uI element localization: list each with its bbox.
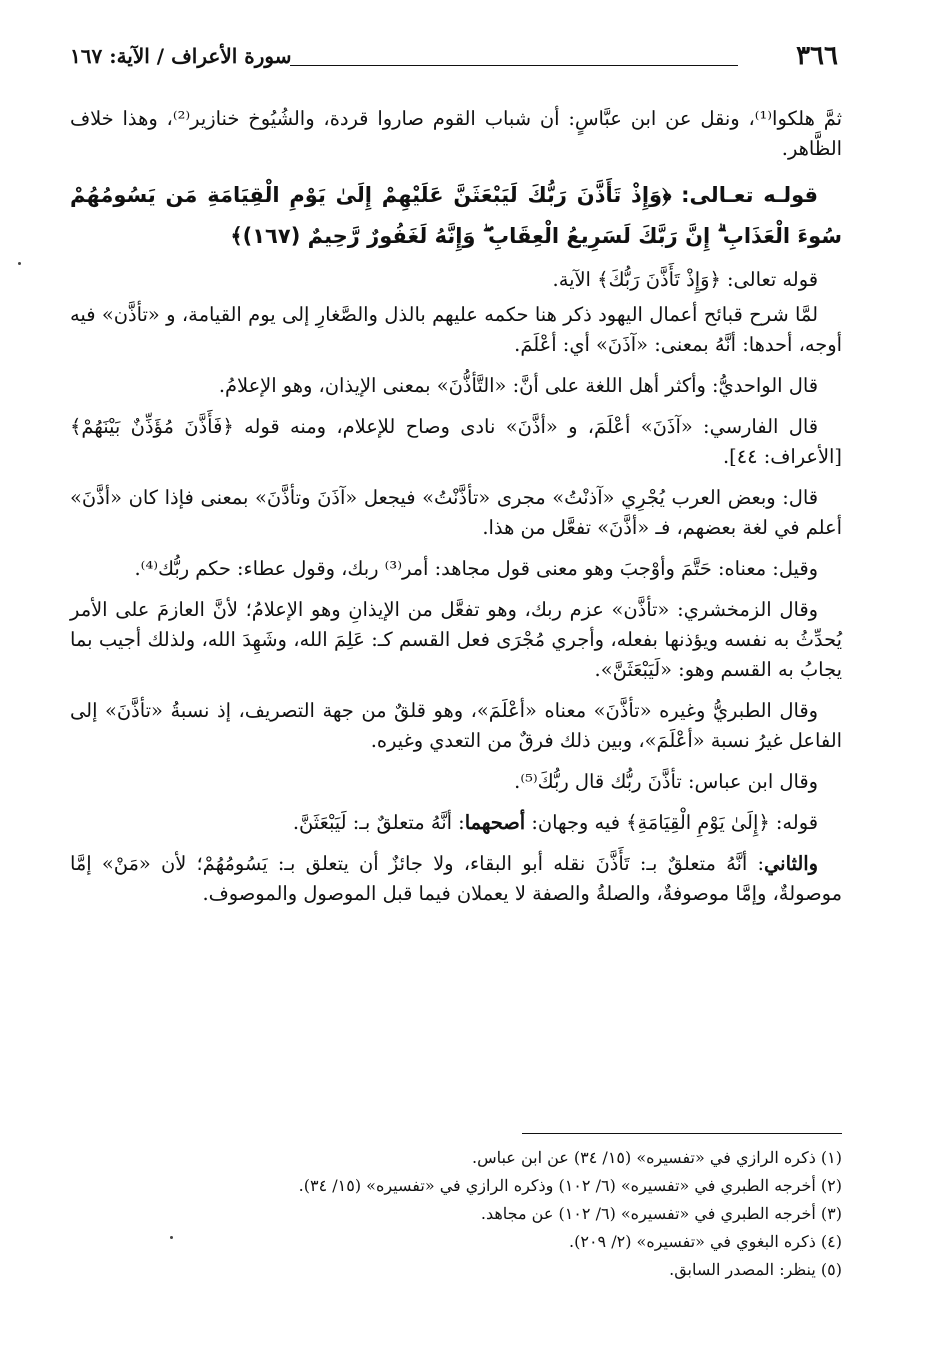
footnote-4: (٤) ذكره البغوي في «تفسيره» (٢/ ٢٠٩).: [569, 1232, 842, 1251]
paragraph-arab-usage: قال: وبعض العرب يُجْرِي «آذنْتُ» مجرى «تأذَّنْتُ» فيجعل «آذَنَ وتأذَّنَ» بمعنى فإذا كان «أذَّنَ» أعلم في لغة بعضهم، فـ «أذَّنَ» تفعَّل من هذا.: [70, 486, 842, 539]
main-text: [70, 104, 842, 920]
running-title: سورة الأعراف / الآية: ١٦٧: [70, 44, 292, 68]
paragraph-second-aspect: [70, 849, 842, 909]
paragraph-wahidi: قال الواحديُّ: وأكثر أهل اللغة على أنَّ: «التَّأذُّنَ» بمعنى الإيذان، وهو الإعلامُ.: [218, 374, 818, 397]
paragraph-two-aspects-lead: قوله: ﴿إِلَىٰ يَوْمِ الْقِيَامَةِ﴾ فيه وجهان:: [525, 811, 818, 834]
quran-verse: قولـه تعـالى: ﴿وَإِذْ تَأَذَّنَ رَبُّكَ لَيَبْعَثَنَّ عَلَيْهِمْ إِلَىٰ يَوْمِ الْقِيَامَةِ مَن يَسُومُهُمْ سُوءَ الْعَذَابِ ۗ إِنَّ رَبَّكَ لَسَرِيعُ الْعِقَابِ ۖ وَإِنَّهُ لَغَفُورٌ رَّحِيمٌ (١٦٧)﴾: [70, 183, 842, 248]
paragraph-farisi: قال الفارسي: «آذَنَ» أعْلَمَ، و «أذَّنَ» نادى وصاح للإعلام، ومنه قوله ﴿فَأَذَّنَ مُؤَذِّنٌ بَيْنَهُمْ﴾ [الأعراف: ٤٤].: [70, 415, 842, 468]
paragraph-two-aspects: [70, 808, 842, 838]
paragraph-mujahid: وقيل: معناه: حَتَّمَ وأوْجبَ وهو معنى قول مجاهد: أمر⁽³⁾ ربك، وقول عطاء: حكم ربُّك⁽⁴⁾.: [134, 557, 818, 580]
paragraph-two-aspects-bold: أصحهما: [464, 811, 526, 834]
footnote-rule: [522, 1133, 842, 1134]
page-number: ٣٦٦: [796, 41, 838, 71]
footnote-2: (٢) أخرجه الطبري في «تفسيره» (٦/ ١٠٢) وذكره الرازي في «تفسيره» (١٥/ ٣٤).: [298, 1176, 842, 1195]
paragraph-second-aspect-bold: والثاني: [764, 852, 818, 875]
paragraph-two-aspects-rest: : أنَّهُ متعلقٌ بـ: لَيَبْعَثَنَّ.: [292, 811, 465, 834]
footnote-3: (٣) أخرجه الطبري في «تفسيره» (٦/ ١٠٢) عن مجاهد.: [480, 1204, 842, 1223]
paragraph-1: ثمَّ هلكوا⁽¹⁾، ونقل عن ابن عبَّاسٍ: أن شباب القوم صاروا قردة، والشُيُوخ خنازير⁽²⁾، وهذا خلاف الظَّاهر.: [70, 107, 842, 160]
margin-speck: [18, 262, 21, 265]
footnote-1: (١) ذكره الرازي في «تفسيره» (١٥/ ٣٤) عن ابن عباس.: [471, 1148, 842, 1167]
header-rule: [290, 65, 738, 66]
paragraph-verse-ref: قوله تعالى: ﴿وَإِذْ تَأَذَّنَ رَبُّكَ﴾ الآية.: [552, 268, 818, 291]
paragraph-ibn-abbas: وقال ابن عباس: تأذَّنَ ربُّك قال ربُّكَ⁽⁵⁾.: [514, 770, 818, 793]
footnotes: [70, 1144, 842, 1284]
paragraph-second-aspect-rest: : أنَّهُ متعلقٌ بـ: تَأَذَّنَ نقله أبو البقاء، ولا جائزٌ أن يتعلق بـ: يَسُومُهُمْ؛ لأن «مَنْ» إمَّا موصولةٌ، وإمَّا موصوفةٌ، والصلةُ والصفة لا يعملان فيما قبل الموصول والموصوف.: [70, 852, 842, 905]
paragraph-zamakhshari: وقال الزمخشري: «تأذَّن» عزم ربك، وهو تفعَّل من الإيذانِ وهو الإعلامُ؛ لأنَّ العازمَ على الأمر يُحدِّثُ به نفسه ويؤذنها بفعله، وأجري مُجْرَى فعل القسم كـ: عَلِمَ الله، وشَهِدَ الله، ولذلك أجيب بما يجابُ به القسم وهو: «لَيَبْعَثَنَّ».: [70, 598, 842, 681]
footnote-5: (٥) ينظر: المصدر السابق.: [669, 1260, 842, 1279]
paragraph-tabari: وقال الطبريُّ وغيره «تأذَّنَ» معناه «أعْلَمَ»، وهو قلقٌ من جهة التصريف، إذ نسبةُ «تأذَّنَ» إلى الفاعل غيرُ نسبة «أعْلَمَ»، وبين ذلك فرقٌ من التعدي وغيره.: [70, 699, 842, 752]
paragraph-explanation: لمَّا شرح قبائح أعمال اليهود ذكر هنا حكمه عليهم بالذل والصَّغارِ إلى يوم القيامة، و «تأذَّن» فيه أوجه، أحدها: أنَّهُ بمعنى: «آذَنَ» أي: أعْلَمَ.: [70, 303, 842, 356]
